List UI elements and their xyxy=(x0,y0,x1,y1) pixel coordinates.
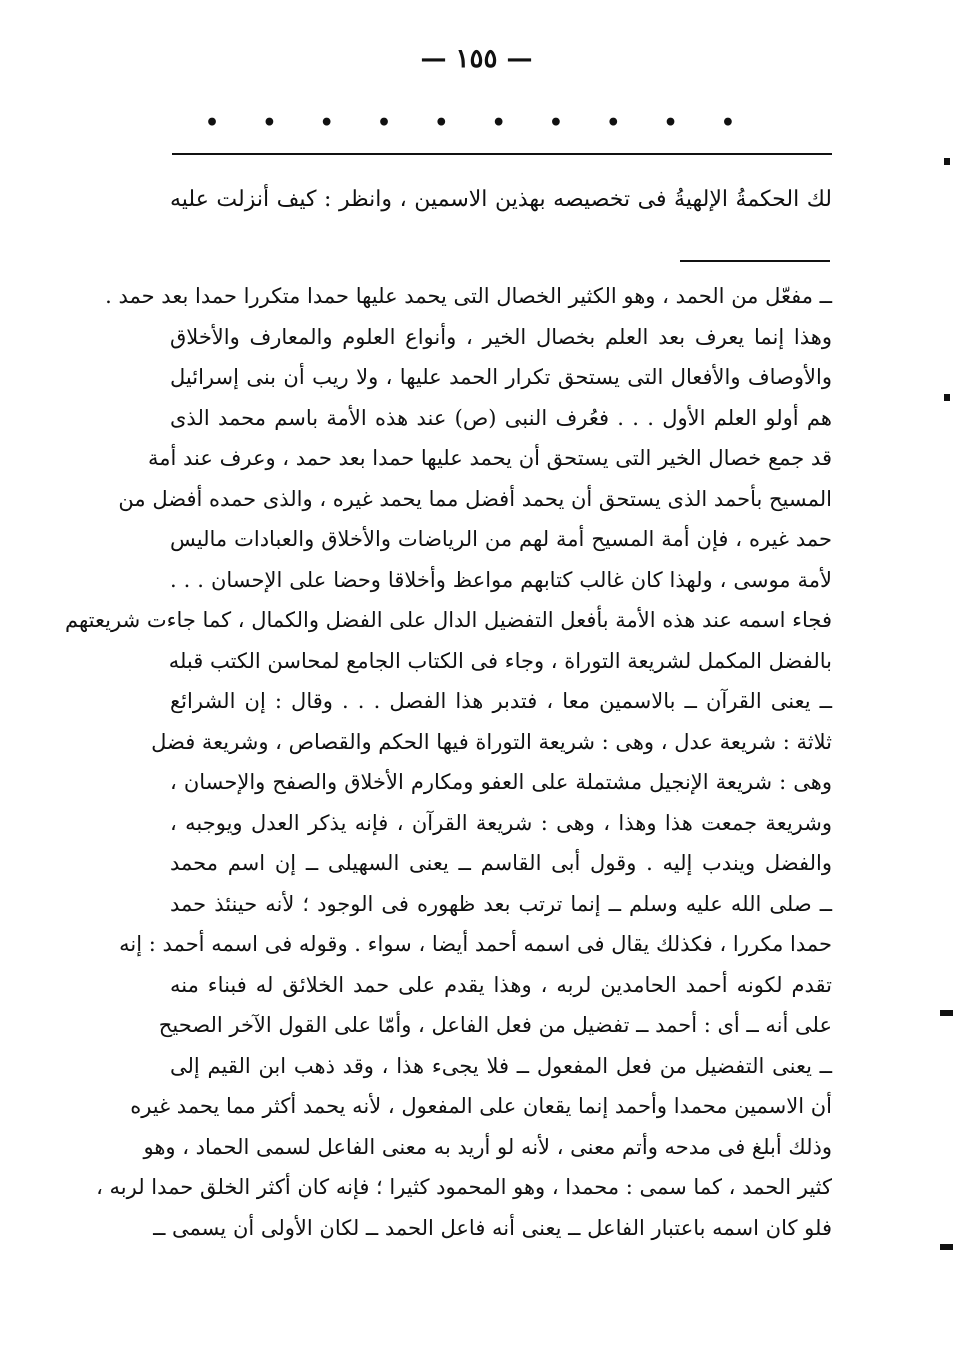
text-line: ــ صلى الله عليه وسلم ــ إنما ترتب بعد ظهوره فى الوجود ؛ لأنه حينئذ حمد xyxy=(170,891,832,916)
ornament-dot: • xyxy=(548,110,563,136)
ornament-dot: • xyxy=(205,110,220,136)
ornament-dot: • xyxy=(663,110,678,136)
margin-mark xyxy=(940,1010,953,1016)
text-line: ــ مفعّل من الحمد ، وهو الكثير الخصال التى يحمد عليها حمدا متكررا حمدا بعد حمد . xyxy=(105,284,832,308)
footnote-body xyxy=(65,276,832,1248)
text-line: كثير الحمد ، كما سمى : محمدا ، وهو المحمود كثيرا ؛ فإنه كان أكثر الخلق حمدا لربه ، xyxy=(96,1175,832,1199)
text-line: ثلاثة : شريعة عدل ، وهى : شريعة التوراة فيها الحكم والقصاص ، وشريعة فضل xyxy=(151,729,832,754)
divider-footnote xyxy=(680,260,830,262)
text-line: وهى : شريعة الإنجيل مشتملة على العفو ومكارم الأخلاق والصفح والإحسان ، xyxy=(170,770,832,794)
text-line: بالفضل المكمل لشريعة التوراة ، وجاء فى الكتاب الجامع لمحاسن الكتب قبله xyxy=(168,648,832,673)
ornament-dot: • xyxy=(262,110,277,136)
text-line: المسيح بأحمد الذى يستحق أن يحمد أفضل مما يحمد غيره ، والذى حمده أفضل من xyxy=(118,486,832,511)
text-line: هم أولو العلم الأول . . . فعُرف النبى (ص) عند هذه الأمة باسم محمد الذى xyxy=(170,405,832,430)
text-line: حمد غيره ، فإن أمة المسيح أمة لهم من الرياضات والأخلاق والعبادات ماليس xyxy=(170,527,832,551)
text-line: تقدم لكونه أحمد الحامدين لربه ، وهذا يقدم على حمد الخلائق له فبناء منه xyxy=(170,972,832,997)
text-line: أن الاسمين محمدا وأحمد إنما يقعان على المفعول ، لأنه يحمد أكثر مما يحمد غيره xyxy=(130,1094,832,1118)
ornament-dot: • xyxy=(434,110,449,136)
text-line: والأوصاف والأفعال التى يستحق تكرار الحمد عليها ، ولا ريب أن بنى إسرائيل xyxy=(170,365,832,389)
text-line: لأمة موسى ، ولهذا كان غالب كتابهم مواعظ وأخلاقا وحضا على الإحسان . . . xyxy=(170,567,832,592)
ornament-dot: • xyxy=(376,110,391,136)
text-line: على أنه ــ أى : أحمد ــ تفضيل من فعل الفاعل ، وأمّا على القول الآخر الصحيح xyxy=(158,1013,832,1037)
text-line: وهذا إنما يعرف بعد العلم بخصال الخير ، وأنواع العلوم والمعارف والأخلاق xyxy=(170,324,832,349)
text-line: وشريعة جمعت هذا وهذا ، وهى : شريعة القرآن ، فإنه يذكر العدل ويوجبه ، xyxy=(170,810,832,835)
divider-top xyxy=(172,153,832,155)
ornament-dot: • xyxy=(720,110,735,136)
ornament-dot: • xyxy=(319,110,334,136)
margin-mark xyxy=(944,158,950,165)
text-line: والفضل ويندب إليه . وقول أبى القاسم ــ يعنى السهيلى ــ إن اسم محمد xyxy=(170,851,832,875)
text-line: وذلك أبلغ فى مدحه وأتم معنى ، لأنه لو أريد به معنى الفاعل لسمى الحماد ، وهو xyxy=(143,1134,832,1159)
text-line: فجاء اسمه عند هذه الأمة بأفعل التفضيل الدال على الفضل والكمال ، كما جاءت شريعتهم xyxy=(65,608,832,632)
page-number: — ١٥٥ — xyxy=(420,44,533,74)
margin-mark xyxy=(940,1244,953,1250)
margin-mark xyxy=(944,394,950,401)
ornament-dots xyxy=(205,112,735,134)
text-line: فلو كان اسمه باعتبار الفاعل ــ يعنى أنه فاعل الحمد ــ لكان الأولى أن يسمى ــ xyxy=(153,1215,832,1240)
text-line: ــ يعنى القرآن ــ بالاسمين معا ، فتدبر هذا الفصل . . . وقال : إن الشرائع xyxy=(170,689,832,713)
text-line: قد جمع خصال الخير التى يستحق أن يحمد عليها حمدا بعد حمد ، وعرف عند أمة xyxy=(148,446,832,470)
ornament-dot: • xyxy=(491,110,506,136)
ornament-dot: • xyxy=(606,110,621,136)
top-text-line: لك الحكمةُ الإلهيةُ فى تخصيصه بهذين الاسمين ، وانظر : كيف أنزلت عليه xyxy=(170,187,832,212)
text-line: حمدا مكررا ، فكذلك يقال فى اسمه أحمد أيضا ، سواء . وقوله فى اسمه أحمد : إنه xyxy=(119,932,832,956)
text-line: ــ يعنى التفضيل من فعل المفعول ــ فلا يجىء هذا ، وقد ذهب ابن القيم إلى xyxy=(170,1053,832,1078)
